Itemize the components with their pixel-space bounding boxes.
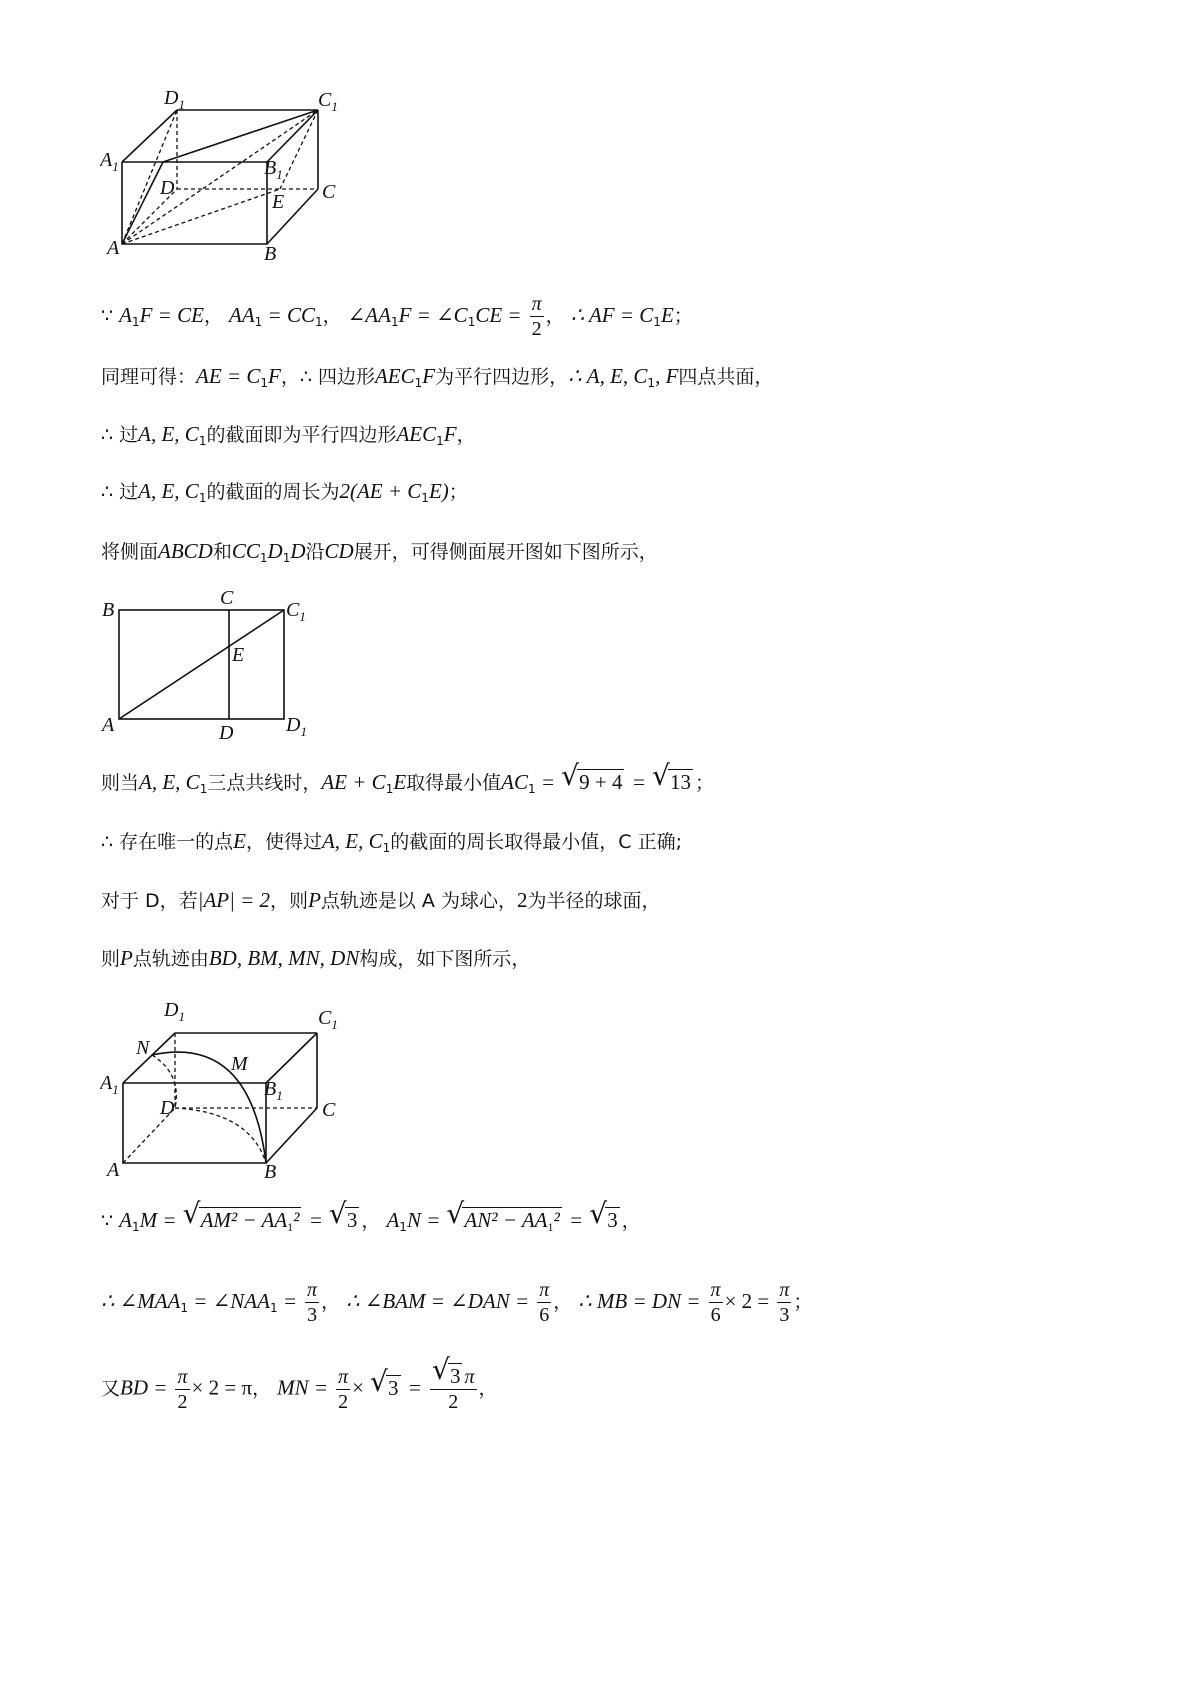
label-c: C bbox=[322, 1099, 336, 1121]
label-c1: $C_1$ bbox=[318, 1007, 338, 1032]
sqrt-3-a: √ 3 bbox=[331, 1206, 360, 1235]
label-b: B bbox=[264, 243, 277, 265]
frac-sqrt3-pi-2: √ $\frac{3 \pi}{2}$ bbox=[430, 1364, 477, 1414]
frac-pi-3-a: $\frac{\pi}{3}$ bbox=[307, 1279, 318, 1326]
label-a: A bbox=[102, 714, 115, 736]
label-d: D bbox=[160, 1097, 175, 1119]
sqrt-am-aa1: √ $AM^2 - AA_1^2$ bbox=[185, 1206, 302, 1241]
label-a: A bbox=[107, 237, 120, 259]
label-e: E bbox=[272, 191, 285, 213]
figure-prism-section-svg bbox=[100, 86, 360, 266]
label-a1: $A_1$ bbox=[100, 1072, 119, 1097]
label-c1: $C_1$ bbox=[318, 89, 338, 114]
label-b: B bbox=[264, 1161, 277, 1182]
label-b1: $B_1$ bbox=[264, 157, 283, 182]
sqrt-an-aa1: √ $AN^2 - AA_1^2$ bbox=[448, 1206, 561, 1241]
label-a: A bbox=[107, 1159, 120, 1181]
line-9: 则P点轨迹由BD, BM, MN, DN构成，如下图所示， bbox=[101, 946, 531, 970]
label-d1: $D_1$ bbox=[164, 999, 185, 1024]
frac-pi-6-a: $\frac{\pi}{6}$ bbox=[539, 1279, 550, 1326]
label-d: D bbox=[219, 722, 234, 744]
label-n: N bbox=[136, 1037, 150, 1059]
label-d1: $D_1$ bbox=[164, 87, 185, 112]
label-d1: $D_1$ bbox=[286, 714, 307, 739]
line-6: 则当A, E, $C_1$三点共线时，AE + $C_1E$取得最小值$AC_1$ = √ 9 + 4 = √ 13 ； bbox=[101, 768, 714, 803]
line-10: ∵ $A_1M$ = √ $AM^2 - AA_1^2$ = √ 3 ， $A_1N$ = √ $AN^2 - AA_1^2$ = √ 3 ， bbox=[101, 1206, 641, 1241]
line-1: ∵ $A_1F$ = CE， $AA_1 = CC_1$， $\angle AA_1F$ = $\angle C_1CE$ = $\frac{\pi}{2}$ ， ∴ AF = $C_1E$； bbox=[101, 293, 693, 340]
figure-prism-section bbox=[100, 86, 360, 266]
frac-pi-2: $\frac{\pi}{2}$ bbox=[531, 293, 542, 340]
sqrt-9-4: √ 9 + 4 bbox=[563, 768, 624, 797]
line-8: 对于 D，若|AP| = 2，则P点轨迹是以 A 为球心，2为半径的球面， bbox=[101, 888, 661, 912]
frac-pi-2-a: $\frac{\pi}{2}$ bbox=[177, 1365, 188, 1413]
figure-sphere-trace-svg bbox=[100, 992, 360, 1182]
figure-sphere-trace bbox=[100, 992, 360, 1182]
line-4: ∴ 过A, E, $C_1$的截面的周长为$2(AE + C_1E)$； bbox=[101, 479, 468, 505]
figure-unfolded-faces bbox=[100, 586, 340, 746]
label-a1: $A_1$ bbox=[100, 149, 119, 174]
label-b: B bbox=[102, 599, 115, 621]
line-2: 同理可得：AE = $C_1F$，∴ 四边形$AEC_1F$为平行四边形，∴ A, E, $C_1$, F四点共面， bbox=[101, 364, 774, 390]
line-12: 又BD = $\frac{\pi}{2}$ × 2 = π， MN = $\frac{\pi}{2}$ × √ 3 = √ $\frac{3 \pi}{2}$ ， bbox=[101, 1364, 498, 1414]
label-c: C bbox=[322, 181, 336, 203]
label-c1: $C_1$ bbox=[286, 599, 306, 624]
label-c: C bbox=[220, 587, 234, 609]
line-3: ∴ 过A, E, $C_1$的截面即为平行四边形$AEC_1F$， bbox=[101, 422, 476, 448]
line-11: ∴ $\angle MAA_1$ = $\angle NAA_1$ = $\frac{\pi}{3}$ ， ∴ ∠BAM = ∠DAN = $\frac{\pi}{6}$ ， ∴ MB = DN = $\frac{\pi}{6}$ × 2 = $\frac{\pi}{3}$ ； bbox=[101, 1279, 813, 1326]
sqrt-13: √ 13 bbox=[654, 768, 693, 797]
frac-pi-3-b: $\frac{\pi}{3}$ bbox=[779, 1279, 790, 1326]
sqrt-3-c: √ 3 bbox=[372, 1374, 401, 1403]
label-b1: $B_1$ bbox=[264, 1078, 283, 1103]
frac-pi-2-b: $\frac{\pi}{2}$ bbox=[338, 1365, 349, 1413]
label-d: D bbox=[160, 177, 175, 199]
line-5: 将侧面ABCD和$CC_1D_1D$沿CD展开，可得侧面展开图如下图所示， bbox=[101, 539, 658, 565]
line-7: ∴ 存在唯一的点E，使得过A, E, $C_1$的截面的周长取得最小值，C 正确; bbox=[101, 829, 683, 855]
figure-unfolded-faces-svg bbox=[100, 586, 340, 746]
frac-pi-6-b: $\frac{\pi}{6}$ bbox=[710, 1279, 721, 1326]
label-e: E bbox=[232, 644, 245, 666]
sqrt-3-b: √ 3 bbox=[591, 1206, 620, 1235]
label-m: M bbox=[231, 1053, 248, 1075]
